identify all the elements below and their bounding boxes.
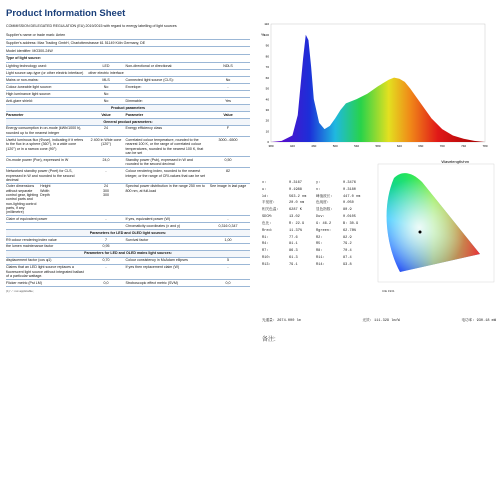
table-cell: 0,50 (224, 157, 232, 162)
x-tick-label: 540 (354, 144, 360, 148)
measure-cell: 61.3 (289, 256, 298, 261)
table-cell: LED (102, 63, 110, 68)
measure-row (262, 214, 370, 221)
table-row (6, 216, 250, 223)
outer-dim-names (40, 184, 86, 215)
table-cell: F (226, 126, 230, 131)
equiv-table (6, 216, 250, 230)
table-row (6, 223, 250, 230)
measure-cell: 0.3180 (343, 187, 356, 192)
measure-cell: 11.37% (289, 228, 302, 233)
table-cell: 0,0 (225, 281, 231, 286)
x-axis-label: Wavelength/nm (441, 159, 469, 164)
table-cell: No (103, 98, 109, 103)
dim-name: Width (40, 188, 50, 193)
table-cell (87, 223, 126, 229)
table-cell: Useful luminous flux (Φuse), indicating if it refers to the flux in a sphere (360°), in a wide cone (120°) or in a narrow cone (90°) (6, 137, 84, 151)
measure-cell: 0.1988 (289, 187, 302, 192)
measure-cell: 显色指数: (316, 208, 333, 213)
table-cell: 5 (227, 258, 230, 263)
table-cell: NDLS (223, 63, 233, 68)
table-cell: MLS (102, 77, 110, 82)
measure-cell: R4: (262, 242, 269, 247)
cie-diagram (370, 160, 498, 300)
table-cell: Energy efficiency class (125, 126, 163, 131)
table-cell: 0,95 (102, 244, 110, 249)
result-row (262, 318, 496, 323)
table-cell: 7 (105, 237, 108, 242)
table-cell: Standby power (Psb), expressed in W and rounded to the second decimal (125, 157, 193, 167)
table-cell: If yes, equivalent power (W) (125, 216, 171, 221)
outer-label: Outer dimensions without separate control gear, lighting control parts and non-lighting control parts, if any (millimetre) (6, 184, 39, 215)
table-cell: Chromaticity coordinates (x and y) (125, 223, 181, 228)
measure-cell: G: 46.2 (316, 221, 332, 226)
table-cell (206, 244, 250, 250)
supplier-address: Supplier's address: Max Trading GmbH, Charlottenstrasse 61 51149 Köln Germany, DE (6, 40, 250, 48)
measure-cell: 93.8 (343, 262, 352, 267)
table-cell: Colour rendering index, rounded to the nearest integer, or the range of CRI-values that can be set (125, 169, 206, 178)
regulation-text: COMMISSION DELEGATED REGULATION (EU) 2019/2015 with regard to energy labelling of light sources (6, 23, 177, 28)
efficacy: 光效: 111.329 lm/W (362, 319, 400, 323)
table-cell (126, 244, 207, 250)
x-tick-label: 740 (461, 144, 467, 148)
led-table (6, 237, 250, 251)
remark-label: 备注: (262, 337, 276, 343)
measure-cell: 87.4 (343, 256, 352, 261)
measure-cell: y: (316, 181, 321, 185)
dim-value: 300 (103, 192, 110, 197)
measure-cell: 0.3476 (343, 181, 356, 185)
table-cell: No (225, 77, 231, 82)
table-cell: Anti-glare shield: (6, 98, 33, 103)
measure-row (262, 228, 370, 235)
measure-cell: R11: (316, 256, 325, 261)
measure-cell: 6287 K (289, 208, 302, 213)
table-cell (6, 223, 87, 229)
table-cell: Survival factor (125, 237, 149, 242)
measure-cell: 色比: (262, 221, 272, 226)
y-tick-label: 90 (265, 43, 269, 48)
y-tick-label: 10 (265, 129, 269, 134)
y-ticks (264, 22, 269, 144)
power: 电功率: 930.18 mW (461, 319, 496, 323)
table-row (6, 265, 250, 281)
measure-cell: R: 22.9 (289, 221, 305, 226)
table-cell: R9 colour rendering index value (6, 237, 57, 242)
table-cell: Colour consistency in McAdam ellipses (125, 258, 188, 263)
outer-dimensions-row (6, 184, 250, 216)
table-row (6, 98, 250, 105)
measure-cell: R2: (316, 235, 323, 240)
dim-value: 300 (103, 188, 110, 193)
table-cell: - (227, 216, 229, 221)
table-cell: 24,0 (102, 157, 110, 162)
measure-cell: 色纯度: (316, 201, 329, 206)
measure-cell: R14: (316, 262, 325, 267)
measure-cell: 半宽度: (262, 201, 275, 206)
measure-row (262, 194, 370, 201)
info-sheet (6, 8, 250, 294)
table-cell: - (105, 265, 107, 270)
table-row (6, 280, 250, 287)
column-headers (6, 112, 250, 119)
measure-cell: v: (316, 187, 321, 192)
table-cell: Envelope: (125, 84, 142, 89)
y-tick-label: 80 (265, 54, 269, 59)
measure-row (262, 255, 370, 262)
measure-cell: 82.9 (343, 235, 352, 240)
measure-row (262, 248, 370, 255)
table-row (6, 157, 250, 168)
table-cell: Claims that an LED light source replaces a fluorescent light source without integrated ballast of a particular wattage. (6, 265, 84, 279)
col-header: Parameter (125, 112, 144, 117)
measure-cell: 相关色温: (262, 208, 279, 213)
y-tick-label: 60 (265, 75, 269, 80)
supplier-name: Supplier's name or trade mark: Anten (6, 32, 250, 40)
measure-cell: 80.9 (343, 208, 352, 213)
dim-value: 24 (104, 184, 109, 189)
table-cell: 1,00 (224, 237, 232, 242)
measure-cell: 20.0 nm (289, 201, 305, 206)
measure-cell: Rgreen: (316, 228, 332, 233)
measure-cell: 81.1 (289, 242, 298, 247)
measure-row (262, 207, 370, 214)
measure-cell: 563.2 nm (289, 194, 307, 199)
measure-cell: 峰值波长: (316, 194, 333, 199)
table-cell: 0,316 0,347 (218, 223, 238, 228)
table-cell: - (105, 216, 107, 221)
table-cell: No (103, 84, 109, 89)
y-tick-label: 70 (265, 65, 269, 70)
measure-cell: 0.050 (343, 201, 354, 206)
measure-cell: 0.3167 (289, 181, 302, 185)
table-cell: - (105, 169, 107, 174)
luminous-flux: 光通量: 2674.000 lm (262, 319, 301, 323)
measure-row (262, 200, 370, 207)
measure-cell: 447.0 nm (343, 194, 361, 199)
table-cell: Stroboscopic effect metric (SVM) (125, 281, 179, 286)
table-cell: 2 400 in Wide cone (120°) (90, 137, 122, 147)
y-tick-label: 110 (264, 22, 269, 27)
table-cell: the lumen maintenance factor (6, 244, 54, 249)
table-cell: - (227, 265, 229, 270)
general-table (6, 126, 250, 185)
measure-cell: x: (262, 181, 267, 185)
outer-dim-values (87, 184, 126, 215)
table-cell: Non-directional or directional: (125, 63, 173, 68)
col-header: Value (101, 112, 111, 117)
table-cell: 0,0 (103, 281, 109, 286)
page-title: Product Information Sheet (6, 8, 126, 19)
measure-row (262, 221, 370, 228)
measure-cell: λd: (262, 194, 269, 199)
measure-row (262, 241, 370, 248)
model-identifier: Model identifier: MO300-24W (6, 47, 250, 55)
x-tick-label: 380 (268, 144, 274, 148)
measure-cell: R8: (316, 249, 323, 254)
table-row (6, 84, 250, 91)
measure-cell: Rred: (262, 228, 273, 233)
table-row (6, 91, 250, 98)
spd-label: Spectral power distribution in the range 250 nm to 800 nm, at full-load (125, 184, 205, 193)
table-row (6, 168, 250, 184)
table-cell: If yes then replacement claim (W) (125, 265, 180, 270)
table-row (6, 63, 250, 70)
table-cell (126, 70, 207, 76)
table-cell: Dimmable: (125, 98, 143, 103)
measurement-table (262, 180, 370, 269)
table-row (6, 70, 250, 77)
table-cell: Networked standby power (Pnet) for CLS, expressed in W and rounded to the second decimal (6, 169, 75, 182)
measure-row (262, 187, 370, 194)
measure-cell: u: (262, 187, 267, 192)
x-tick-label: 420 (289, 144, 295, 148)
y-axis-label: % (261, 32, 265, 37)
measure-cell: R13: (262, 262, 271, 267)
table-cell: - (227, 84, 229, 89)
measure-row (262, 180, 370, 187)
x-tick-label: 460 (311, 144, 317, 148)
dim-name: Height (40, 184, 51, 189)
measure-cell: R5: (316, 242, 323, 247)
measure-cell: 0.0105 (343, 215, 356, 220)
mains-header: Parameters for LED and OLED mains light sources: (6, 251, 250, 258)
col-header: Parameter (6, 112, 24, 117)
table-cell (206, 70, 250, 76)
table-cell: Claim of equivalent power (6, 216, 48, 221)
measure-cell: 77.6 (289, 235, 298, 240)
spectrum-chart (255, 18, 497, 168)
mains-table (6, 258, 250, 288)
measure-cell: SDCM: (262, 215, 273, 220)
table-cell: Light source cap-type (or other electric interface) (6, 70, 84, 75)
spd-value: See image in last page (209, 184, 247, 189)
measure-cell: R1: (262, 235, 269, 240)
measure-cell: 79.2 (343, 242, 352, 247)
table-row (6, 137, 250, 157)
table-cell: Flicker metric (Pst LM) (6, 281, 42, 286)
x-tick-label: 700 (439, 144, 445, 148)
table-cell: High luminance light source: (6, 91, 52, 96)
cie-measured-point (419, 231, 422, 234)
x-tick-label: 580 (375, 144, 381, 148)
table-row (6, 77, 250, 84)
dim-name: Depth (40, 192, 50, 197)
y-tick-label: 40 (265, 97, 269, 102)
measure-cell: B: 30.9 (343, 221, 359, 226)
y-tick-label: 0 (267, 140, 269, 145)
table-cell: displacement factor (cos φ1) (6, 258, 52, 263)
measure-row (262, 262, 370, 269)
table-cell: On-mode power (Pon), expressed in W (6, 157, 69, 162)
measure-cell: Duv: (316, 215, 325, 220)
measure-cell: R7: (262, 249, 269, 254)
table-cell: 3000...6500 (218, 137, 238, 142)
measure-cell: 62.78% (343, 228, 356, 233)
table-cell (206, 91, 250, 97)
table-cell (126, 91, 207, 97)
table-row (6, 258, 250, 265)
table-cell: Correlated colour temperature, rounded to the nearest 100 K, or the range of correlated colour temperatures, rounded to the nearest 100 K, that can be set (125, 137, 204, 155)
measure-cell: R10: (262, 256, 271, 261)
table-row (6, 126, 250, 137)
x-ticks (268, 144, 487, 148)
general-header: General product parameters: (6, 119, 250, 126)
params-header: Product parameters (6, 105, 250, 112)
table-cell: Lighting technology used: (6, 63, 47, 68)
type-table (6, 63, 250, 105)
table-cell: other electric interface (88, 70, 124, 75)
table-cell: Energy consumption in on-mode (kWh/1000 h), rounded up to the nearest integer (6, 126, 82, 135)
table-cell: Mains or non-mains: (6, 77, 39, 82)
measure-cell: 70.4 (343, 249, 352, 254)
measure-cell: 13.02 (289, 215, 300, 220)
table-cell: 0,70 (102, 258, 110, 263)
measure-row (262, 235, 370, 242)
x-tick-label: 780 (482, 144, 488, 148)
cie-caption: CIE 1931 (382, 289, 395, 293)
measure-cell: 86.3 (289, 249, 298, 254)
y-tick-label: 100 (263, 32, 269, 37)
table-cell: Colour-tuneable light source: (6, 84, 52, 89)
table-row (6, 237, 250, 244)
col-header: Value (223, 112, 233, 117)
y-tick-label: 50 (265, 86, 269, 91)
x-tick-label: 500 (332, 144, 338, 148)
led-header: Parameters for LED and OLED light sources: (6, 230, 250, 237)
table-cell: Connected light source (CLS): (125, 77, 174, 82)
type-header: Type of light source: (6, 55, 250, 63)
table-cell: Yes (225, 98, 231, 103)
table-row (6, 244, 250, 251)
footnote: (1) '-': not applicable; (6, 289, 34, 294)
y-tick-label: 20 (265, 118, 269, 123)
table-cell: 24 (104, 126, 109, 131)
x-tick-label: 660 (418, 144, 424, 148)
y-tick-label: 30 (265, 108, 269, 113)
measure-cell: 79.1 (289, 262, 298, 267)
table-cell: 82 (226, 169, 231, 174)
x-tick-label: 620 (396, 144, 402, 148)
table-cell: No (103, 91, 109, 96)
